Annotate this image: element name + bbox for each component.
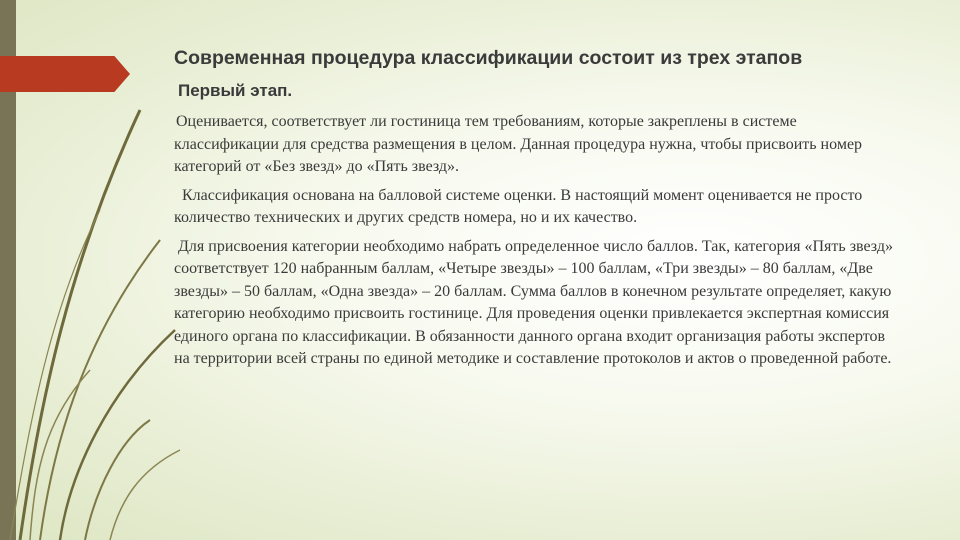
paragraph-1: Оценивается, соответствует ли гостиница тем требованиям, которые закреплены в системе классификации для средства размещения в целом. Данная процедура нужна, чтобы присвоить номер категорий от «Без звезд» до «Пять звезд». xyxy=(174,113,863,175)
paragraph-2: Классификация основана на балловой системе оценки. В настоящий момент оценивается не просто количество технических и других средств номера, но и их качество. xyxy=(174,186,863,226)
slide-content xyxy=(174,44,894,377)
accent-arrow xyxy=(0,56,130,92)
slide-title: Современная процедура классификации состоит из трех этапов xyxy=(174,47,803,69)
stage-heading: Первый этап. xyxy=(178,81,293,100)
paragraph-3: Для присвоения категории необходимо набрать определенное число баллов. Так, категория «Пять звезд» соответствует 120 набранным баллам, «Четыре звезды» – 100 баллам, «Три звезды» – 80 баллам, «Две звезды» – 50 баллам, «Одна звезда» – 20 баллам. Сумма баллов в конечном результате определяет, какую категорию необходимо присвоить гостинице. Для проведения оценки привлекается экспертная комиссия единого органа по классификации. В обязанности данного органа входит организация работы экспертов на территории всей страны по единой методике и составление протоколов и актов о проведенной работе. xyxy=(174,237,893,367)
